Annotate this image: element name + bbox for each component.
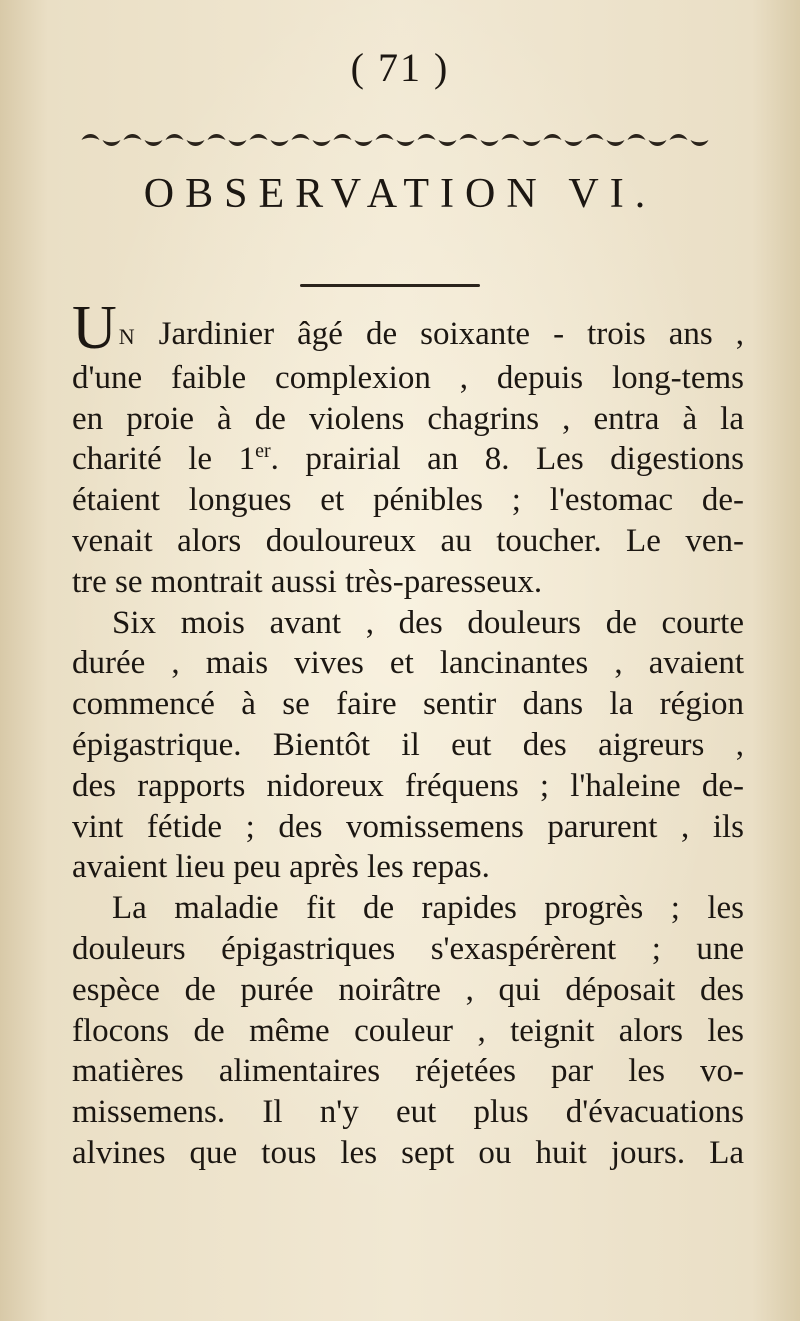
text-line: alvines que tous les sept ou huit jours. La <box>72 1134 744 1171</box>
title-rule <box>300 284 480 287</box>
text-line: douleurs épigastriques s'exaspérèrent ; une <box>72 930 744 967</box>
ornament-leaf-icon <box>439 140 457 146</box>
ornament-leaf-icon <box>334 134 352 140</box>
text-line: flocons de même couleur , teignit alors les <box>72 1012 744 1049</box>
ornament-leaf-icon <box>292 134 310 140</box>
superscript: er <box>255 440 271 463</box>
ornament-leaf-icon <box>82 134 100 140</box>
ornament-leaf-icon <box>355 140 373 146</box>
ornament-leaf-icon <box>649 140 667 146</box>
text-line: missemens. Il n'y eut plus d'évacuations <box>72 1094 744 1131</box>
ornament-border-icon <box>80 126 710 148</box>
ornament-leaf-icon <box>418 134 436 140</box>
ornament-leaf-icon <box>271 140 289 146</box>
ornament-leaf-icon <box>607 140 625 146</box>
ornament-leaf-icon <box>250 134 268 140</box>
text-line: d'une faible complexion , depuis long-tems <box>72 359 744 396</box>
ornament-leaf-icon <box>145 140 163 146</box>
text-line: charité le 1er. prairial an 8. Les digestions <box>72 440 744 478</box>
ornament-leaf-icon <box>313 140 331 146</box>
text-line: UN Jardinier âgé de soixante - trois ans , <box>72 294 744 362</box>
ornament-leaf-icon <box>124 134 142 140</box>
observation-title: OBSERVATION VI. <box>143 171 657 217</box>
text-line: La maladie fit de rapides progrès ; les <box>112 890 744 927</box>
ornament-leaf-icon <box>565 140 583 146</box>
ornament-leaf-icon <box>502 134 520 140</box>
ornament-leaf-icon <box>166 134 184 140</box>
ornament-leaf-icon <box>397 140 415 146</box>
page-number: ( 71 ) <box>350 45 450 90</box>
text-line: épigastrique. Bientôt il eut des aigreurs , <box>72 726 744 763</box>
ornament-leaf-icon <box>670 134 688 140</box>
ornament-leaf-icon <box>691 140 709 146</box>
text-line: espèce de purée noirâtre , qui déposait des <box>72 971 744 1008</box>
ornament-leaf-icon <box>187 140 205 146</box>
text-line: commencé à se faire sentir dans la région <box>72 686 744 723</box>
ornament-leaf-icon <box>586 134 604 140</box>
text-line: venait alors douloureux au toucher. Le ven- <box>72 522 744 559</box>
ornament-leaf-icon <box>229 140 247 146</box>
ornament-leaf-icon <box>208 134 226 140</box>
ornament-leaf-icon <box>376 134 394 140</box>
ornament-leaf-icon <box>628 134 646 140</box>
ornament-leaf-icon <box>103 140 121 146</box>
text-line: vint fétide ; des vomissemens parurent , ils <box>72 808 744 845</box>
text-line: avaient lieu peu après les repas. <box>72 849 490 886</box>
small-cap: N <box>118 324 136 349</box>
ornament-leaf-icon <box>523 140 541 146</box>
drop-cap: U <box>72 294 117 362</box>
text-line: matières alimentaires réjetées par les vo- <box>72 1053 744 1090</box>
ornament-leaf-icon <box>481 140 499 146</box>
ornament-leaf-icon <box>544 134 562 140</box>
text-line: en proie à de violens chagrins , entra à la <box>72 400 744 437</box>
body-text <box>72 294 744 1174</box>
text-line: des rapports nidoreux fréquens ; l'haleine de- <box>72 767 744 804</box>
ornament-leaf-icon <box>460 134 478 140</box>
text-line: étaient longues et pénibles ; l'estomac de- <box>72 482 744 519</box>
text-line: Six mois avant , des douleurs de courte <box>112 604 744 641</box>
text-line: durée , mais vives et lancinantes , avaient <box>72 645 744 682</box>
text-line: tre se montrait aussi très-paresseux. <box>72 563 543 600</box>
